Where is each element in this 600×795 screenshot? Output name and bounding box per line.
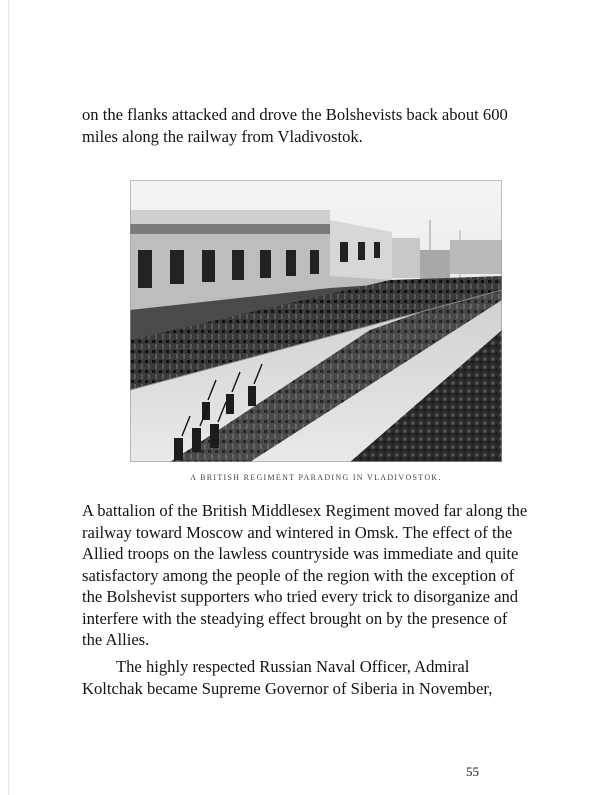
photo-caption: A BRITISH REGIMENT PARADING IN VLADIVOSTOK. <box>190 473 442 482</box>
bottom-paragraph-text: The highly respected Russian Naval Officer, Admiral Koltchak became Supreme Governor of Siberia in November, <box>82 657 493 698</box>
bottom-paragraph <box>82 656 530 699</box>
page-number: 55 <box>466 764 479 779</box>
page-edge <box>8 0 9 795</box>
middle-paragraph: A battalion of the British Middlesex Regiment moved far along the railway toward Moscow and wintered in Omsk. The effect of the Allied troops on the lawless countryside was immediate and quite satisfactory among the people of the region with the exception of the Bolshevist supporters who tried every trick to disorganize and interfere with the steadying effect brought on by the presence of the Allies. <box>82 501 528 649</box>
regiment-photo <box>130 180 502 462</box>
top-paragraph: on the flanks attacked and drove the Bolshevists back about 600 miles along the railway from Vladivostok. <box>82 105 508 146</box>
